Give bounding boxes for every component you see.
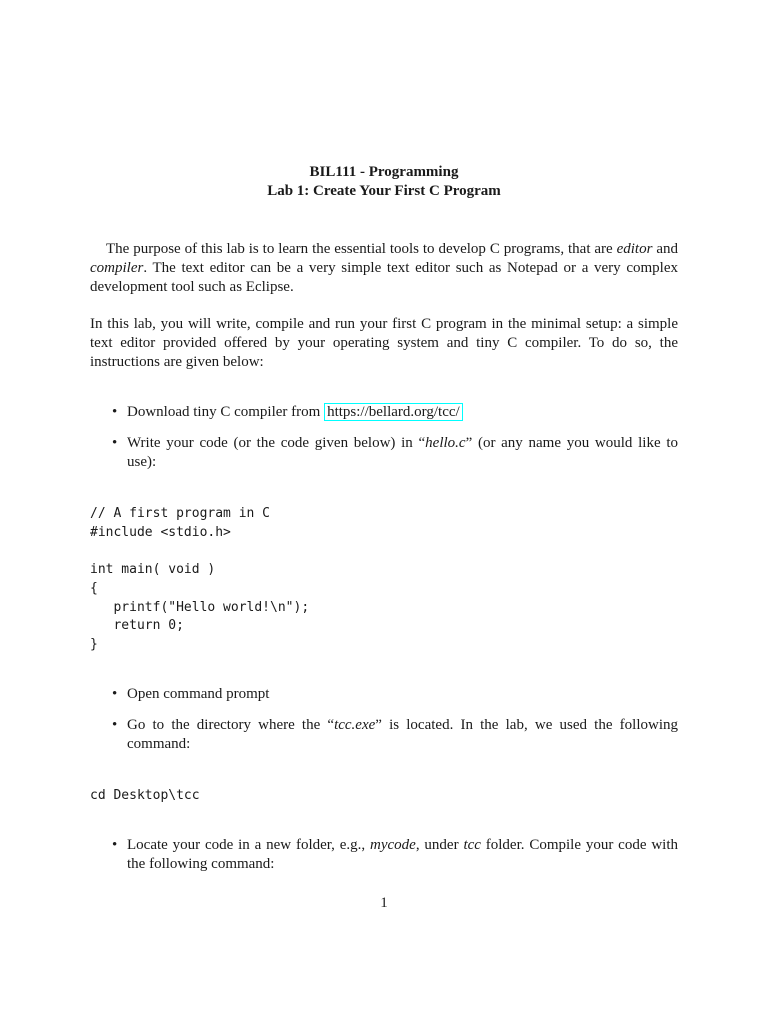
page-number: 1 xyxy=(380,895,388,911)
mycode-folder-name: mycode xyxy=(370,837,416,853)
intro-text: The purpose of this lab is to learn the essential tools to develop C programs, that are xyxy=(106,241,617,257)
intro-paragraph-2: In this lab, you will write, compile and run your first C program in the minimal setup: a simple text editor provided offered by your operating system and tiny C compiler. To do so, the instructions are given below: xyxy=(90,316,678,370)
bullet-write-text: ” (or any name you would like to use): xyxy=(127,435,678,470)
tcc-folder-name: tcc xyxy=(463,837,481,853)
tcc-download-link[interactable]: https://bellard.org/tcc/ xyxy=(324,403,463,421)
intro-text: and xyxy=(652,241,678,257)
tcc-exe-filename: tcc.exe xyxy=(334,717,376,733)
bullet-locate-text: folder. Compile your code with the following command: xyxy=(127,837,679,872)
bullet-goto-directory xyxy=(127,716,678,754)
bullet-locate-code xyxy=(127,836,678,874)
bullet-goto-text: ” is located. In the lab, we used the following command: xyxy=(127,717,678,752)
intro-paragraph-1 xyxy=(90,240,678,297)
hello-c-filename: hello.c xyxy=(425,435,466,451)
document-subtitle: Lab 1: Create Your First C Program xyxy=(267,183,501,199)
intro-compiler-term: compiler xyxy=(90,260,144,276)
bullet-write-code xyxy=(127,434,678,472)
bullet-open-prompt: • Open command prompt xyxy=(127,685,678,704)
bullet-locate-text: Locate your code in a new folder, e.g., xyxy=(127,837,371,853)
bullet-download-text: Download tiny C compiler from xyxy=(127,404,325,420)
document-title: BIL111 - Programming xyxy=(309,164,459,180)
code-block-hello-world: // A first program in C #include <stdio.h> int main( void ) { printf("Hello world!\n"); return 0; } xyxy=(90,506,310,652)
bullet-goto-text: Go to the directory where the “ xyxy=(127,717,335,733)
bullet-locate-text: , under xyxy=(415,837,464,853)
intro-editor-term: editor xyxy=(616,241,653,257)
intro-text: . The text editor can be a very simple text editor such as Notepad or a very complex development tool such as Eclipse. xyxy=(90,260,678,295)
code-block-cd-command: cd Desktop\tcc xyxy=(90,788,200,803)
bullet-write-text: Write your code (or the code given below) in “ xyxy=(127,435,426,451)
bullet-download xyxy=(127,403,678,422)
